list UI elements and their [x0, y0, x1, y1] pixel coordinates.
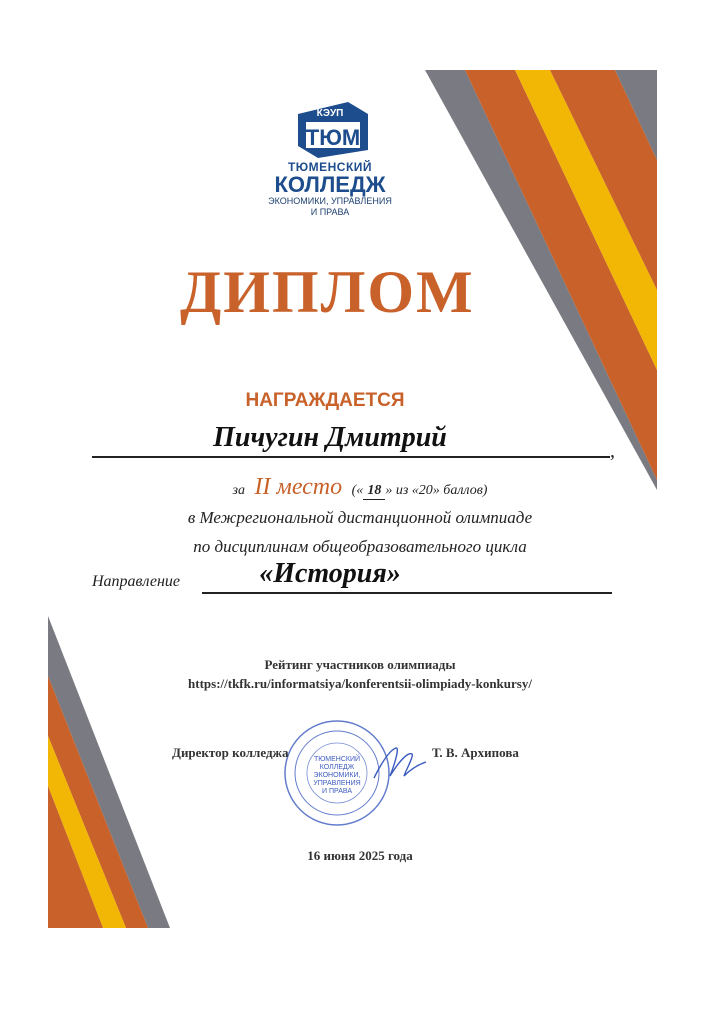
place-value: II место — [254, 474, 343, 500]
competition-line1: в Межрегиональной дистанционной олимпиаде — [187, 508, 533, 527]
director-role: Директор колледжа — [172, 745, 289, 760]
college-name-line4: И ПРАВА — [310, 207, 350, 217]
director-name: Т. В. Архипова — [432, 745, 519, 760]
direction-label: Направление — [92, 573, 181, 590]
college-name-line1: ТЮМЕНСКИЙ — [287, 160, 373, 174]
name-comma: , — [610, 440, 615, 462]
rating-title: Рейтинг участников олимпиады — [264, 657, 456, 672]
college-logo — [255, 100, 405, 240]
college-logo-mark — [290, 100, 370, 158]
logo-badge-text: КЭУП — [316, 108, 344, 119]
college-name-line3: ЭКОНОМИКИ, УПРАВЛЕНИЯ — [268, 196, 392, 206]
direction-underline — [202, 592, 612, 594]
place-line — [130, 474, 590, 501]
stamp-line5: И ПРАВА — [322, 788, 352, 795]
competition-line2: по дисциплинам общеобразовательного цикла — [193, 537, 527, 556]
recipient-name: Пичугин Дмитрий — [213, 422, 447, 453]
stamp-line3: ЭКОНОМИКИ, — [313, 772, 361, 779]
stamp-line1: ТЮМЕНСКИЙ — [313, 756, 361, 763]
score-open: (« — [351, 483, 364, 498]
issue-date: 16 июня 2025 года — [307, 848, 413, 863]
direction-value: «История» — [259, 558, 401, 589]
score-close: » из «20» баллов) — [385, 483, 488, 498]
logo-abbrev-text: ТЮМ — [305, 125, 361, 150]
stamp-line2: КОЛЛЕДЖ — [319, 764, 355, 771]
diploma-title: ДИПЛОМ — [180, 259, 475, 325]
score-value: 18 — [363, 483, 385, 500]
college-name-line2: КОЛЛЕДЖ — [274, 172, 386, 197]
name-underline — [92, 456, 610, 458]
director-signature — [370, 742, 430, 784]
place-prefix: за — [232, 483, 246, 498]
rating-url: https://tkfk.ru/informatsiya/konferentsii-olimpiady-konkursy/ — [188, 676, 532, 691]
awarded-label: НАГРАЖДАЕТСЯ — [245, 390, 405, 411]
stamp-line4: УПРАВЛЕНИЯ — [313, 780, 361, 787]
